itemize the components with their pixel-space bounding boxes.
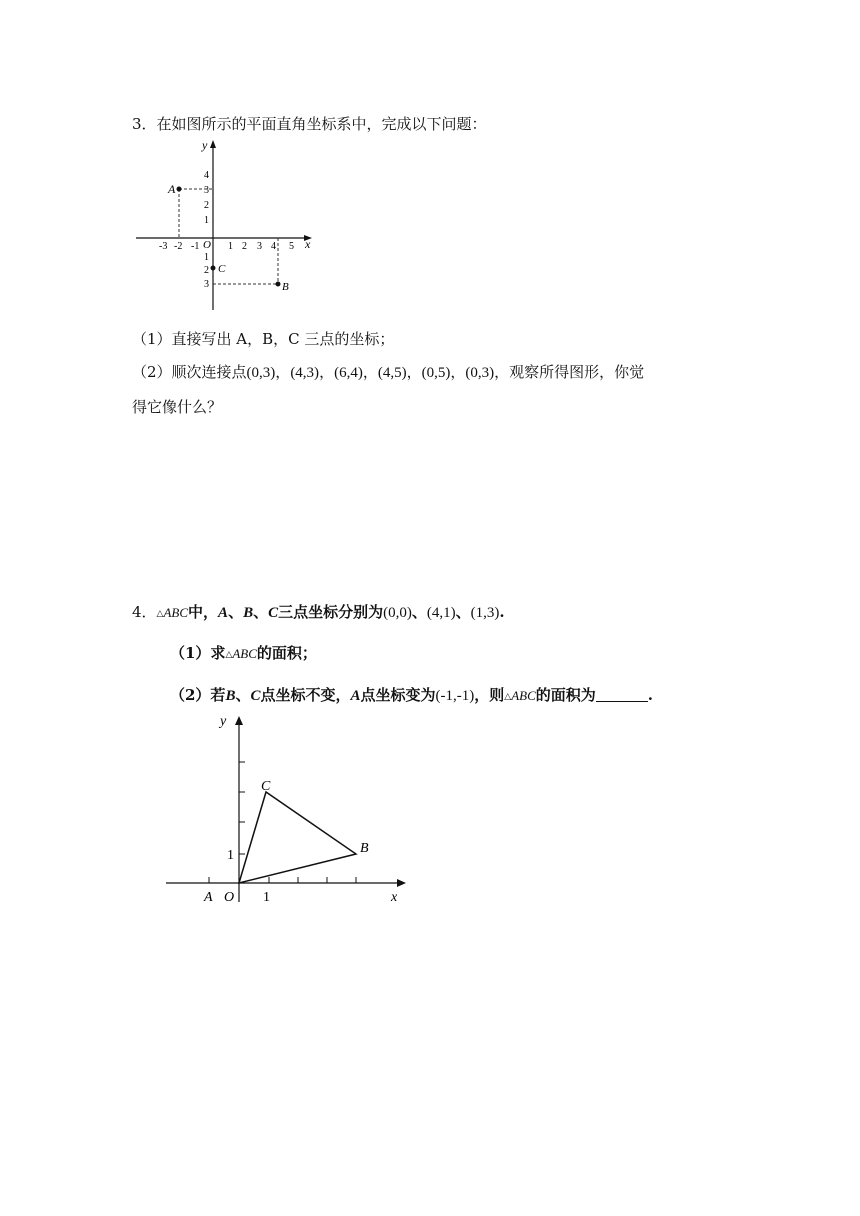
q4-sep: 、 [455,603,471,621]
q3-sep: ， [275,363,291,381]
triangle-symbol: △ [504,692,512,702]
q4-p2-coord: (-1,-1) [435,688,475,704]
q3-x-tick: 3 [257,241,262,252]
q4-abc: ABC [232,646,257,661]
q4-p2-end: . [647,686,654,704]
q3-point: (0,3) [465,365,495,381]
q3-y-tick: 1 [204,252,209,263]
q4-part2 [170,684,653,705]
q4-sep: 、 [228,603,244,621]
q3-part2-prefix: （2）顺次连接点 [132,363,247,381]
q3-y-tick: 3 [204,279,209,290]
q4-y-axis-label: y [220,714,227,729]
q4-c: C [250,688,261,704]
q4-p1-post: 的面积； [256,644,317,662]
q4-sep: 、 [235,686,251,704]
q3-point-a-label: A [168,182,176,196]
q3-sep: ， [319,363,335,381]
q4-abc: ABC [163,605,189,620]
q3-point-b [276,282,281,287]
q3-point-b-label: B [282,281,289,293]
q4-y-arrow [235,716,243,725]
q4-coord: (0,0) [383,605,412,621]
q3-part2-suffix: ，观察所得图形，你觉 [494,363,645,381]
q4-coord: (4,1) [426,605,456,621]
q3-part1: （1）直接写出 A，B，C 三点的坐标； [132,330,395,348]
q3-x-tick: 5 [289,241,294,252]
q3-point: (4,3) [290,365,320,381]
q4-c: C [268,605,279,621]
q4-b: B [243,605,254,621]
q3-y-arrow [210,140,216,148]
q3-x-tick: -3 [159,241,168,252]
q4-sep: 、 [411,603,427,621]
q3-sep: ， [362,363,378,381]
q3-part2-line2: 得它像什么？ [132,398,223,416]
q4-a: A [350,688,361,704]
q3-coordinate-figure [130,138,330,318]
q4-p2-mid1: 点坐标不变， [260,686,351,704]
q3-y-tick: 2 [204,265,209,276]
q3-x-axis-label: x [305,237,311,251]
q4-t1: 中， [188,603,219,621]
q4-p1-pre: （1）求 [170,644,226,662]
q3-point-c [211,266,216,271]
q3-point: (0,3) [246,365,276,381]
q3-origin-label: O [203,239,211,251]
q4-triangle-figure [160,712,420,912]
q3-point: (6,4) [334,365,363,381]
q4-p2-mid3: ，则 [474,686,505,704]
q4-end: . [499,603,505,621]
q3-part2 [132,361,644,382]
q4-p2-pre: （2）若 [170,686,226,704]
q4-label-b: B [360,841,369,856]
q4-tick-x-1: 1 [263,890,270,905]
q4-t2: 三点坐标分别为 [278,603,384,621]
q3-title: 3．在如图所示的平面直角坐标系中，完成以下问题： [132,115,487,133]
q3-sep: ， [406,363,422,381]
q4-title [132,601,505,622]
q3-x-tick: 2 [242,241,247,252]
q4-triangle [239,792,356,883]
q4-x-arrow [397,879,406,887]
q3-point-a [177,187,182,192]
q3-point: (4,5) [377,365,407,381]
q3-y-axis-label: y [202,138,208,152]
q3-point-c-label: C [218,263,226,275]
q4-num: 4． [132,603,157,621]
q4-p2-mid2: 点坐标变为 [360,686,436,704]
q3-x-tick: -1 [191,241,200,252]
q4-sep: 、 [253,603,269,621]
q3-y-tick: 1 [204,215,209,226]
q4-b: B [225,688,236,704]
q4-part1 [170,642,317,663]
q3-y-tick: 4 [204,170,209,181]
q3-x-tick: 4 [271,241,276,252]
q4-coord: (1,3) [470,605,500,621]
triangle-symbol: △ [156,609,164,619]
q4-label-a: A [204,890,213,905]
q4-a: A [218,605,229,621]
q3-y-tick: 2 [204,200,209,211]
q3-sep: ， [450,363,466,381]
q3-x-tick: -2 [174,241,183,252]
q4-p2-post: 的面积为 [535,686,596,704]
q3-x-tick: 1 [228,241,233,252]
q4-label-c: C [261,779,271,794]
q3-y-tick: 3 [204,185,209,196]
q4-tick-y-1: 1 [227,848,234,863]
answer-blank [596,689,648,702]
q3-point: (0,5) [421,365,451,381]
triangle-symbol: △ [225,650,233,660]
q4-label-o: O [224,890,235,905]
q4-abc: ABC [511,688,536,703]
q4-x-axis-label: x [391,890,398,905]
